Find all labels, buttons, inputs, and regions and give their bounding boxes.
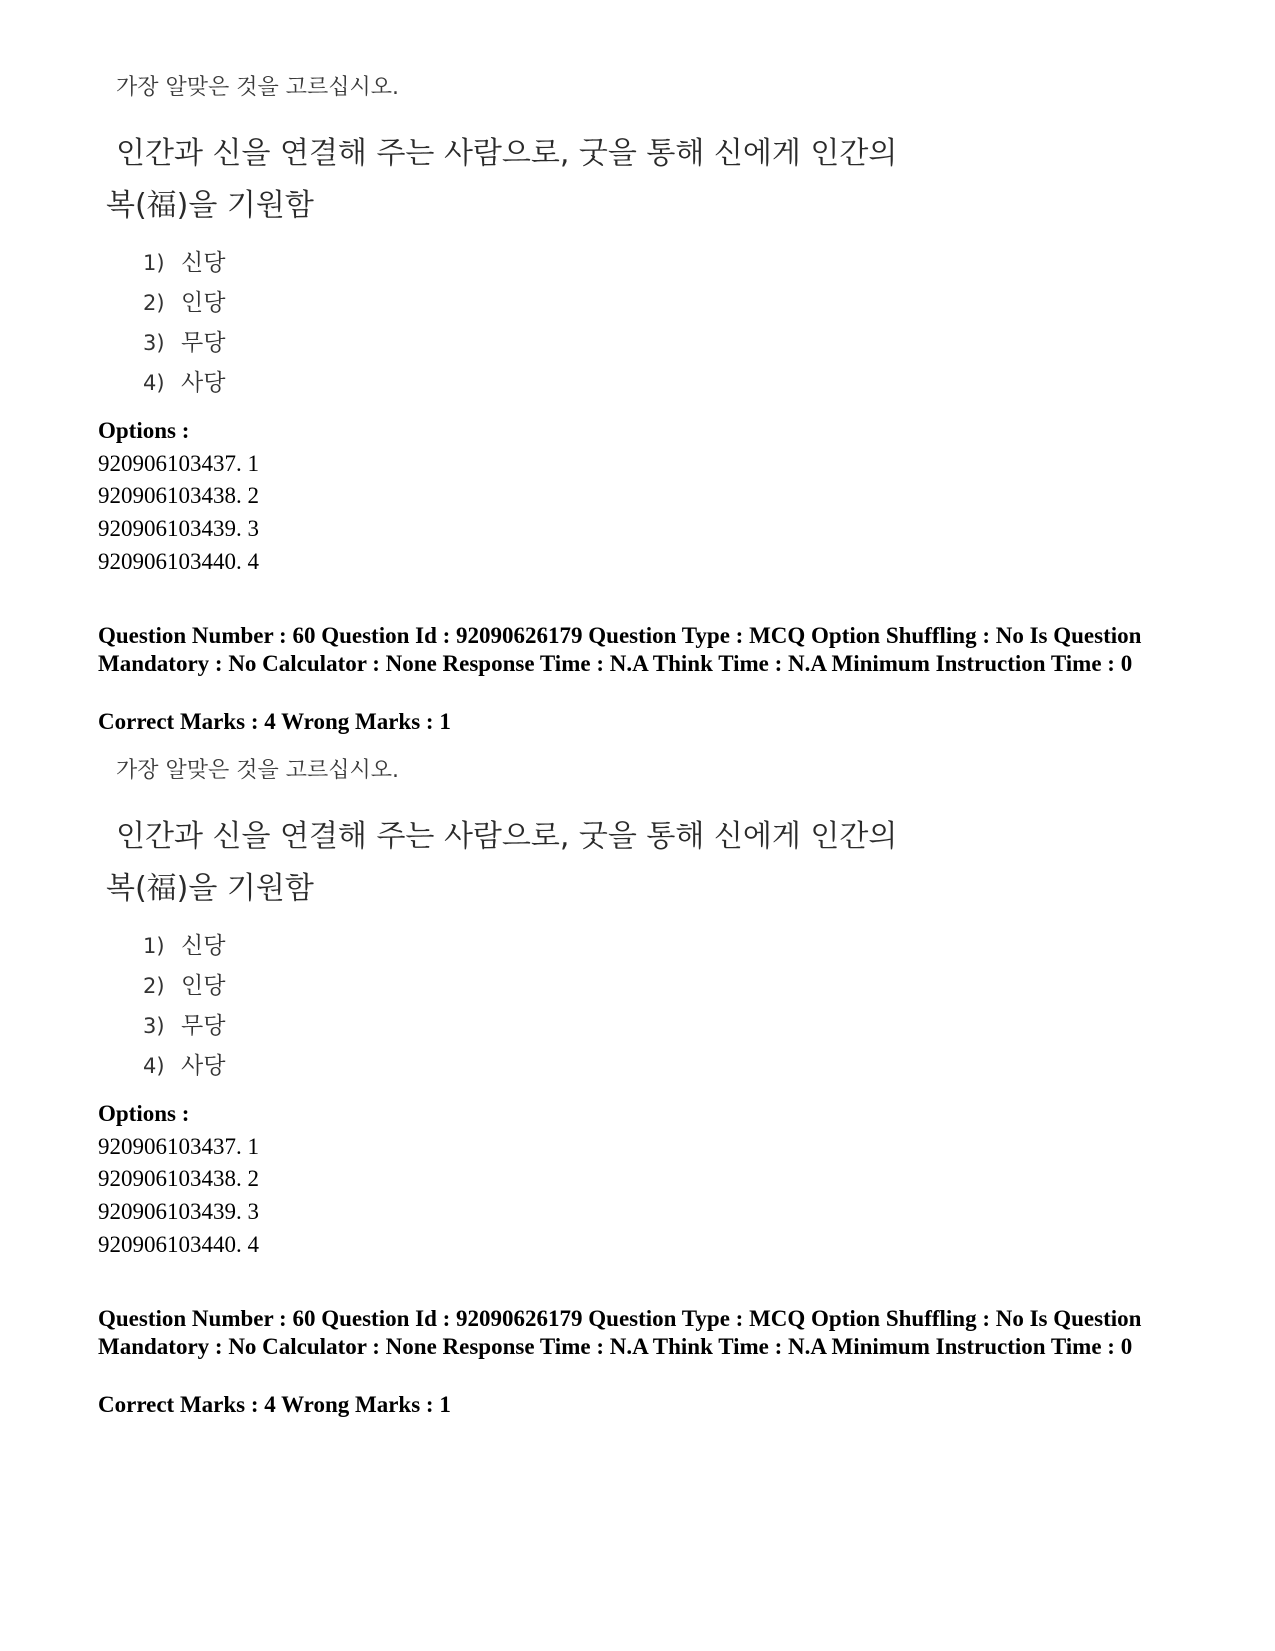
- choice-text: 무당: [181, 1013, 226, 1039]
- choice-number: 2): [143, 291, 165, 315]
- option-item-3: 920906103439. 3: [98, 516, 259, 541]
- question-stem-line-1: 인간과 신을 연결해 주는 사람으로, 굿을 통해 신에게 인간의: [116, 136, 898, 171]
- question-block-1: [0, 0, 1275, 734]
- choice-item-2: [143, 967, 225, 1000]
- option-item-2: 920906103438. 2: [98, 483, 259, 508]
- question-stem-line-1: 인간과 신을 연결해 주는 사람으로, 굿을 통해 신에게 인간의: [116, 819, 898, 854]
- question-metadata: Question Number : 60 Question Id : 92090626179 Question Type : MCQ Option Shuffling : No Is Question Mandatory : No Calculator : None Response Time : N.A Think Time : N.A Minimum Instruction Time : 0: [98, 1306, 1142, 1359]
- choice-text: 무당: [181, 330, 226, 356]
- option-item-4: 920906103440. 4: [98, 1232, 259, 1257]
- question-block-2: [0, 683, 1275, 1417]
- choice-item-3: [143, 1007, 225, 1040]
- marks-info: Correct Marks : 4 Wrong Marks : 1: [98, 709, 451, 734]
- choice-text: 인당: [181, 290, 226, 316]
- choice-item-1: [143, 244, 225, 277]
- choice-item-4: [143, 364, 225, 397]
- choice-text: 인당: [181, 973, 226, 999]
- option-item-4: 920906103440. 4: [98, 549, 259, 574]
- choice-item-1: [143, 927, 225, 960]
- question-metadata: Question Number : 60 Question Id : 92090626179 Question Type : MCQ Option Shuffling : No Is Question Mandatory : No Calculator : None Response Time : N.A Think Time : N.A Minimum Instruction Time : 0: [98, 623, 1142, 676]
- options-heading: Options :: [98, 418, 190, 443]
- option-item-2: 920906103438. 2: [98, 1166, 259, 1191]
- instruction-text: 가장 알맞은 것을 고르십시오.: [116, 758, 399, 783]
- choice-text: 사당: [181, 1053, 226, 1079]
- question-stem-line-2: 복(福)을 기원함: [106, 188, 314, 223]
- choice-item-3: [143, 324, 225, 357]
- marks-info: Correct Marks : 4 Wrong Marks : 1: [98, 1392, 451, 1417]
- choice-text: 신당: [181, 933, 226, 959]
- choice-number: 1): [143, 251, 165, 275]
- choice-text: 신당: [181, 250, 226, 276]
- choice-number: 4): [143, 1054, 165, 1078]
- choice-number: 3): [143, 1014, 165, 1038]
- choice-item-2: [143, 284, 225, 317]
- option-item-1: 920906103437. 1: [98, 1134, 259, 1159]
- option-item-3: 920906103439. 3: [98, 1199, 259, 1224]
- choice-text: 사당: [181, 370, 226, 396]
- instruction-text: 가장 알맞은 것을 고르십시오.: [116, 75, 399, 100]
- choice-number: 1): [143, 934, 165, 958]
- choice-number: 2): [143, 974, 165, 998]
- options-heading: Options :: [98, 1101, 190, 1126]
- question-stem-line-2: 복(福)을 기원함: [106, 871, 314, 906]
- choice-number: 4): [143, 371, 165, 395]
- choice-item-4: [143, 1047, 225, 1080]
- choice-number: 3): [143, 331, 165, 355]
- option-item-1: 920906103437. 1: [98, 451, 259, 476]
